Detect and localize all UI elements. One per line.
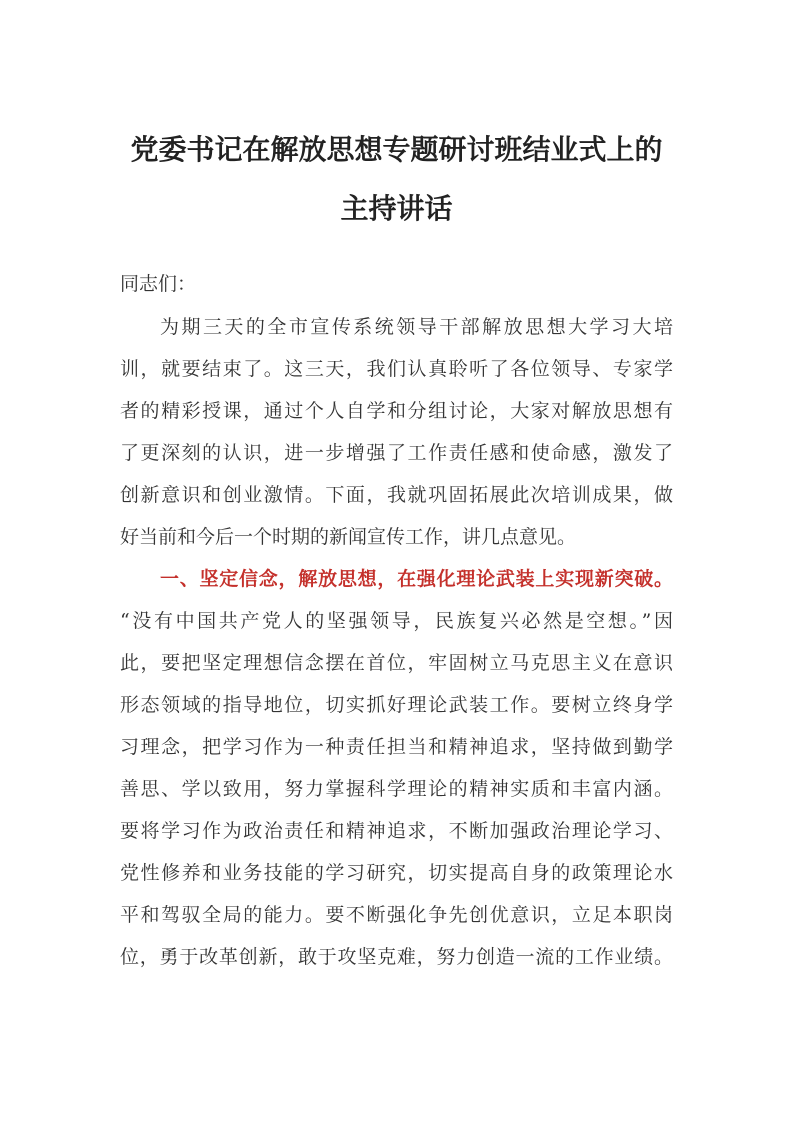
paragraph-2-line: 习理念，把学习作为一种责任担当和精神追求，坚持做到勤学 <box>120 736 673 758</box>
paragraph-2-line: 平和驾驭全局的能力。要不断强化争先创优意识，立足本职岗 <box>120 904 673 926</box>
salutation: 同志们： <box>120 273 197 295</box>
paragraph-1-line: 为期三天的全市宣传系统领导干部解放思想大学习大培 <box>160 316 673 338</box>
document-title-line-1: 党委书记在解放思想专题研讨班结业式上的 <box>130 133 663 166</box>
paragraph-2-line: “没有中国共产党人的坚强领导，民族复兴必然是空想。”因 <box>120 610 673 632</box>
paragraph-1-line: 好当前和今后一个时期的新闻宣传工作，讲几点意见。 <box>120 526 577 548</box>
paragraph-2-line: 形态领域的指导地位，切实抓好理论武装工作。要树立终身学 <box>120 694 673 716</box>
paragraph-1-line: 者的精彩授课，通过个人自学和分组讨论，大家对解放思想有 <box>120 400 673 422</box>
paragraph-1-line: 创新意识和创业激情。下面，我就巩固拓展此次培训成果，做 <box>120 484 673 506</box>
section-heading-1: 一、坚定信念，解放思想，在强化理论武装上实现新突破。 <box>160 568 673 590</box>
paragraph-2-line: 位，勇于改革创新，敢于攻坚克难，努力创造一流的工作业绩。 <box>120 946 673 968</box>
paragraph-1-line: 训，就要结束了。这三天，我们认真聆听了各位领导、专家学 <box>120 358 673 380</box>
paragraph-2-line: 要将学习作为政治责任和精神追求，不断加强政治理论学习、 <box>120 820 673 842</box>
paragraph-2-line: 善思、学以致用，努力掌握科学理论的精神实质和丰富内涵。 <box>120 778 673 800</box>
paragraph-2-line: 党性修养和业务技能的学习研究，切实提高自身的政策理论水 <box>120 862 673 884</box>
document-title-line-2: 主持讲话 <box>340 192 453 225</box>
paragraph-1-line: 了更深刻的认识，进一步增强了工作责任感和使命感，激发了 <box>120 442 673 464</box>
paragraph-2-line: 此，要把坚定理想信念摆在首位，牢固树立马克思主义在意识 <box>120 652 673 674</box>
